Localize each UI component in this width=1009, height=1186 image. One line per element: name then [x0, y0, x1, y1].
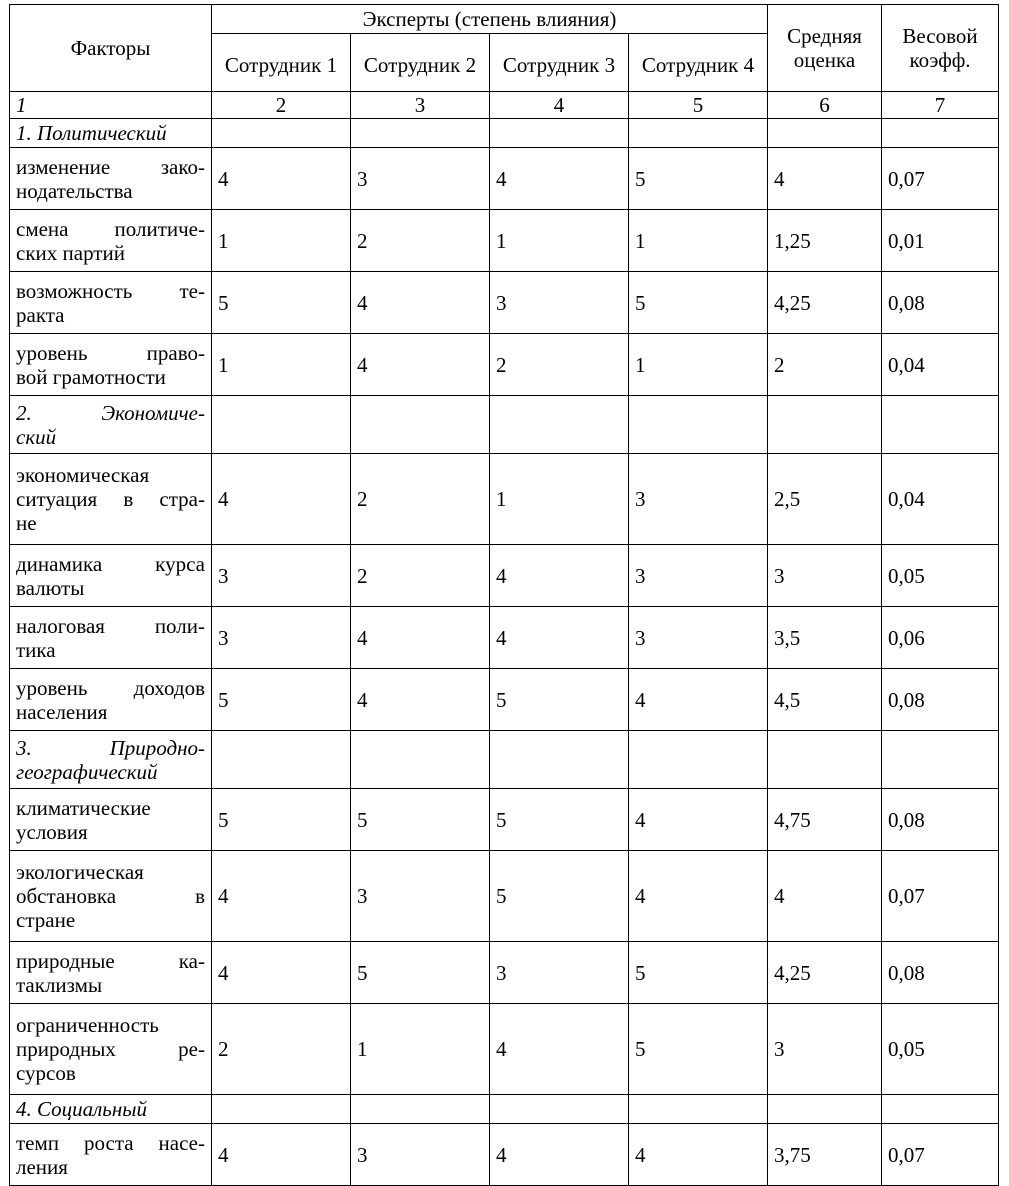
weight-coefficient: 0,05 [882, 1004, 999, 1095]
weight-coefficient: 0,05 [882, 545, 999, 607]
factor-name-line: таклизмы [16, 972, 103, 997]
factor-row [10, 545, 999, 607]
empty-cell [212, 396, 351, 454]
factor-row [10, 454, 999, 545]
factor-name-line: темп роста насе- [16, 1130, 205, 1155]
expert-score: 4 [212, 454, 351, 545]
expert-score: 4 [212, 148, 351, 210]
average-score: 3 [768, 545, 882, 607]
header-employee: Сотрудник 3 [490, 34, 629, 92]
expert-score: 1 [490, 454, 629, 545]
expert-score: 4 [351, 669, 490, 731]
weight-coefficient: 0,08 [882, 669, 999, 731]
header-average-line: Средняя [787, 24, 862, 48]
factor-name-line: динамика курса [16, 551, 205, 576]
expert-score: 4 [629, 669, 768, 731]
expert-score: 4 [212, 942, 351, 1004]
expert-score: 4 [490, 1124, 629, 1186]
average-score: 1,25 [768, 210, 882, 272]
expert-score: 4 [490, 545, 629, 607]
factor-name-line: природных ре- [16, 1037, 205, 1061]
column-number: 2 [212, 92, 351, 119]
factor-name-line: изменение зако- [16, 154, 205, 179]
weight-coefficient: 0,07 [882, 148, 999, 210]
factor-name-line: уровень право- [16, 340, 205, 365]
header-employee: Сотрудник 4 [629, 34, 768, 92]
expert-score: 3 [490, 272, 629, 334]
weight-coefficient: 0,01 [882, 210, 999, 272]
factor-row [10, 607, 999, 669]
empty-cell [768, 396, 882, 454]
expert-score: 5 [351, 942, 490, 1004]
section-row [10, 396, 999, 454]
expert-score: 1 [490, 210, 629, 272]
factor-name-line: вой грамотности [16, 364, 166, 389]
empty-cell [882, 396, 999, 454]
expert-score: 3 [351, 148, 490, 210]
expert-score: 4 [351, 272, 490, 334]
empty-cell [768, 731, 882, 789]
expert-score: 4 [490, 607, 629, 669]
expert-score: 3 [629, 607, 768, 669]
average-score: 4,75 [768, 789, 882, 851]
factor-name [10, 545, 212, 607]
section-title-line: 2. Экономиче- [16, 400, 205, 425]
expert-score: 4 [629, 851, 768, 942]
factor-name-line: уровень доходов [16, 675, 205, 700]
header-employee: Сотрудник 1 [212, 34, 351, 92]
factor-name-line: тика [16, 637, 56, 662]
column-number: 5 [629, 92, 768, 119]
weight-coefficient: 0,08 [882, 789, 999, 851]
expert-score: 4 [351, 334, 490, 396]
factor-name-line: валюты [16, 575, 85, 600]
factor-name-line: условия [16, 819, 88, 844]
empty-cell [490, 119, 629, 148]
empty-cell [629, 731, 768, 789]
expert-score: 1 [212, 334, 351, 396]
header-weight-line: Весовой [902, 24, 978, 48]
expert-score: 1 [212, 210, 351, 272]
section-row [10, 731, 999, 789]
factor-name [10, 148, 212, 210]
factor-row [10, 334, 999, 396]
header-experts: Эксперты (степень влияния) [212, 5, 768, 34]
average-score: 2 [768, 334, 882, 396]
expert-score: 2 [351, 454, 490, 545]
factor-name-line: природные ка- [16, 948, 205, 973]
factor-name-line: нодательства [16, 178, 133, 203]
empty-cell [882, 119, 999, 148]
empty-cell [212, 1095, 351, 1124]
header-weight-line: коэфф. [909, 48, 971, 72]
empty-cell [768, 1095, 882, 1124]
weight-coefficient: 0,07 [882, 1124, 999, 1186]
expert-score: 5 [351, 789, 490, 851]
empty-cell [212, 119, 351, 148]
column-number: 7 [882, 92, 999, 119]
empty-cell [351, 731, 490, 789]
section-title [10, 396, 212, 454]
expert-score: 4 [351, 607, 490, 669]
factor-name-line: ления [16, 1154, 68, 1179]
expert-score: 3 [212, 545, 351, 607]
factor-row [10, 210, 999, 272]
section-title-line: 1. Политический [16, 121, 167, 145]
average-score: 4,25 [768, 942, 882, 1004]
section-title [10, 119, 212, 148]
expert-score: 2 [351, 210, 490, 272]
factor-name [10, 607, 212, 669]
expert-score: 4 [212, 1124, 351, 1186]
expert-score: 5 [490, 669, 629, 731]
factor-name-line: ситуация в стра- [16, 487, 205, 511]
expert-score: 2 [212, 1004, 351, 1095]
column-numbers-row [10, 92, 999, 119]
expert-score: 3 [351, 851, 490, 942]
empty-cell [882, 1095, 999, 1124]
expert-score: 2 [351, 545, 490, 607]
factor-name-line: обстановка в [16, 884, 205, 908]
factor-row [10, 851, 999, 942]
factor-row [10, 942, 999, 1004]
factor-name-line: населения [16, 699, 108, 724]
weight-coefficient: 0,04 [882, 334, 999, 396]
expert-score: 5 [629, 1004, 768, 1095]
empty-cell [490, 731, 629, 789]
average-score: 4 [768, 851, 882, 942]
section-title-line: ский [16, 424, 57, 449]
factor-name-line: сурсов [16, 1061, 76, 1085]
factor-row [10, 1004, 999, 1095]
factor-name [10, 272, 212, 334]
factor-name [10, 334, 212, 396]
section-title [10, 1095, 212, 1124]
expert-score: 4 [490, 1004, 629, 1095]
factor-name [10, 1004, 212, 1095]
factor-row [10, 789, 999, 851]
expert-score: 4 [490, 148, 629, 210]
empty-cell [882, 731, 999, 789]
factor-row [10, 669, 999, 731]
factor-name-line: смена политиче- [16, 216, 205, 241]
column-number: 6 [768, 92, 882, 119]
average-score: 4,5 [768, 669, 882, 731]
empty-cell [351, 119, 490, 148]
header-factors: Факторы [10, 5, 212, 92]
average-score: 3 [768, 1004, 882, 1095]
expert-score: 5 [212, 272, 351, 334]
expert-score: 3 [629, 545, 768, 607]
expert-score: 5 [212, 789, 351, 851]
section-title-line: 4. Социальный [16, 1097, 148, 1121]
factor-name-line: налоговая поли- [16, 613, 205, 638]
section-title-line: географический [16, 759, 158, 784]
empty-cell [768, 119, 882, 148]
expert-score: 3 [629, 454, 768, 545]
factor-name [10, 669, 212, 731]
expert-score: 5 [212, 669, 351, 731]
factor-name-line: ских партий [16, 240, 125, 265]
empty-cell [629, 1095, 768, 1124]
header-average [768, 5, 882, 92]
factor-name-line: стране [16, 908, 76, 932]
factor-row [10, 148, 999, 210]
expert-score: 5 [490, 789, 629, 851]
average-score: 4 [768, 148, 882, 210]
expert-score: 5 [629, 942, 768, 1004]
section-title [10, 731, 212, 789]
factor-name-line: климатические [16, 795, 151, 820]
factors-table [9, 4, 999, 1186]
factor-name [10, 851, 212, 942]
header-average-line: оценка [793, 48, 856, 72]
expert-score: 1 [629, 334, 768, 396]
empty-cell [351, 1095, 490, 1124]
weight-coefficient: 0,08 [882, 272, 999, 334]
expert-score: 3 [212, 607, 351, 669]
factor-name [10, 1124, 212, 1186]
column-number: 3 [351, 92, 490, 119]
expert-score: 4 [629, 789, 768, 851]
expert-score: 3 [490, 942, 629, 1004]
weight-coefficient: 0,07 [882, 851, 999, 942]
weight-coefficient: 0,04 [882, 454, 999, 545]
section-row [10, 1095, 999, 1124]
expert-score: 5 [629, 272, 768, 334]
expert-score: 2 [490, 334, 629, 396]
section-title-line: 3. Природно- [16, 735, 205, 760]
factor-name-line: экологическая [16, 860, 144, 884]
factor-row [10, 272, 999, 334]
empty-cell [490, 1095, 629, 1124]
average-score: 2,5 [768, 454, 882, 545]
expert-score: 4 [212, 851, 351, 942]
expert-score: 3 [351, 1124, 490, 1186]
header-weight [882, 5, 999, 92]
column-number: 4 [490, 92, 629, 119]
factor-name-line: ракта [16, 302, 65, 327]
section-row [10, 119, 999, 148]
empty-cell [351, 396, 490, 454]
weight-coefficient: 0,06 [882, 607, 999, 669]
factor-name-line: не [16, 511, 37, 535]
weight-coefficient: 0,08 [882, 942, 999, 1004]
average-score: 3,5 [768, 607, 882, 669]
expert-score: 1 [629, 210, 768, 272]
expert-score: 5 [490, 851, 629, 942]
empty-cell [212, 731, 351, 789]
factor-name [10, 942, 212, 1004]
empty-cell [490, 396, 629, 454]
average-score: 4,25 [768, 272, 882, 334]
factor-name [10, 454, 212, 545]
column-number: 1 [10, 92, 212, 119]
factor-name [10, 210, 212, 272]
empty-cell [629, 119, 768, 148]
expert-score: 5 [629, 148, 768, 210]
factor-row [10, 1124, 999, 1186]
factor-name-line: возможность те- [16, 278, 205, 303]
factor-name-line: ограниченность [16, 1013, 159, 1037]
empty-cell [629, 396, 768, 454]
factor-name [10, 789, 212, 851]
average-score: 3,75 [768, 1124, 882, 1186]
expert-score: 4 [629, 1124, 768, 1186]
header-employee: Сотрудник 2 [351, 34, 490, 92]
expert-score: 1 [351, 1004, 490, 1095]
factor-name-line: экономическая [16, 463, 150, 487]
